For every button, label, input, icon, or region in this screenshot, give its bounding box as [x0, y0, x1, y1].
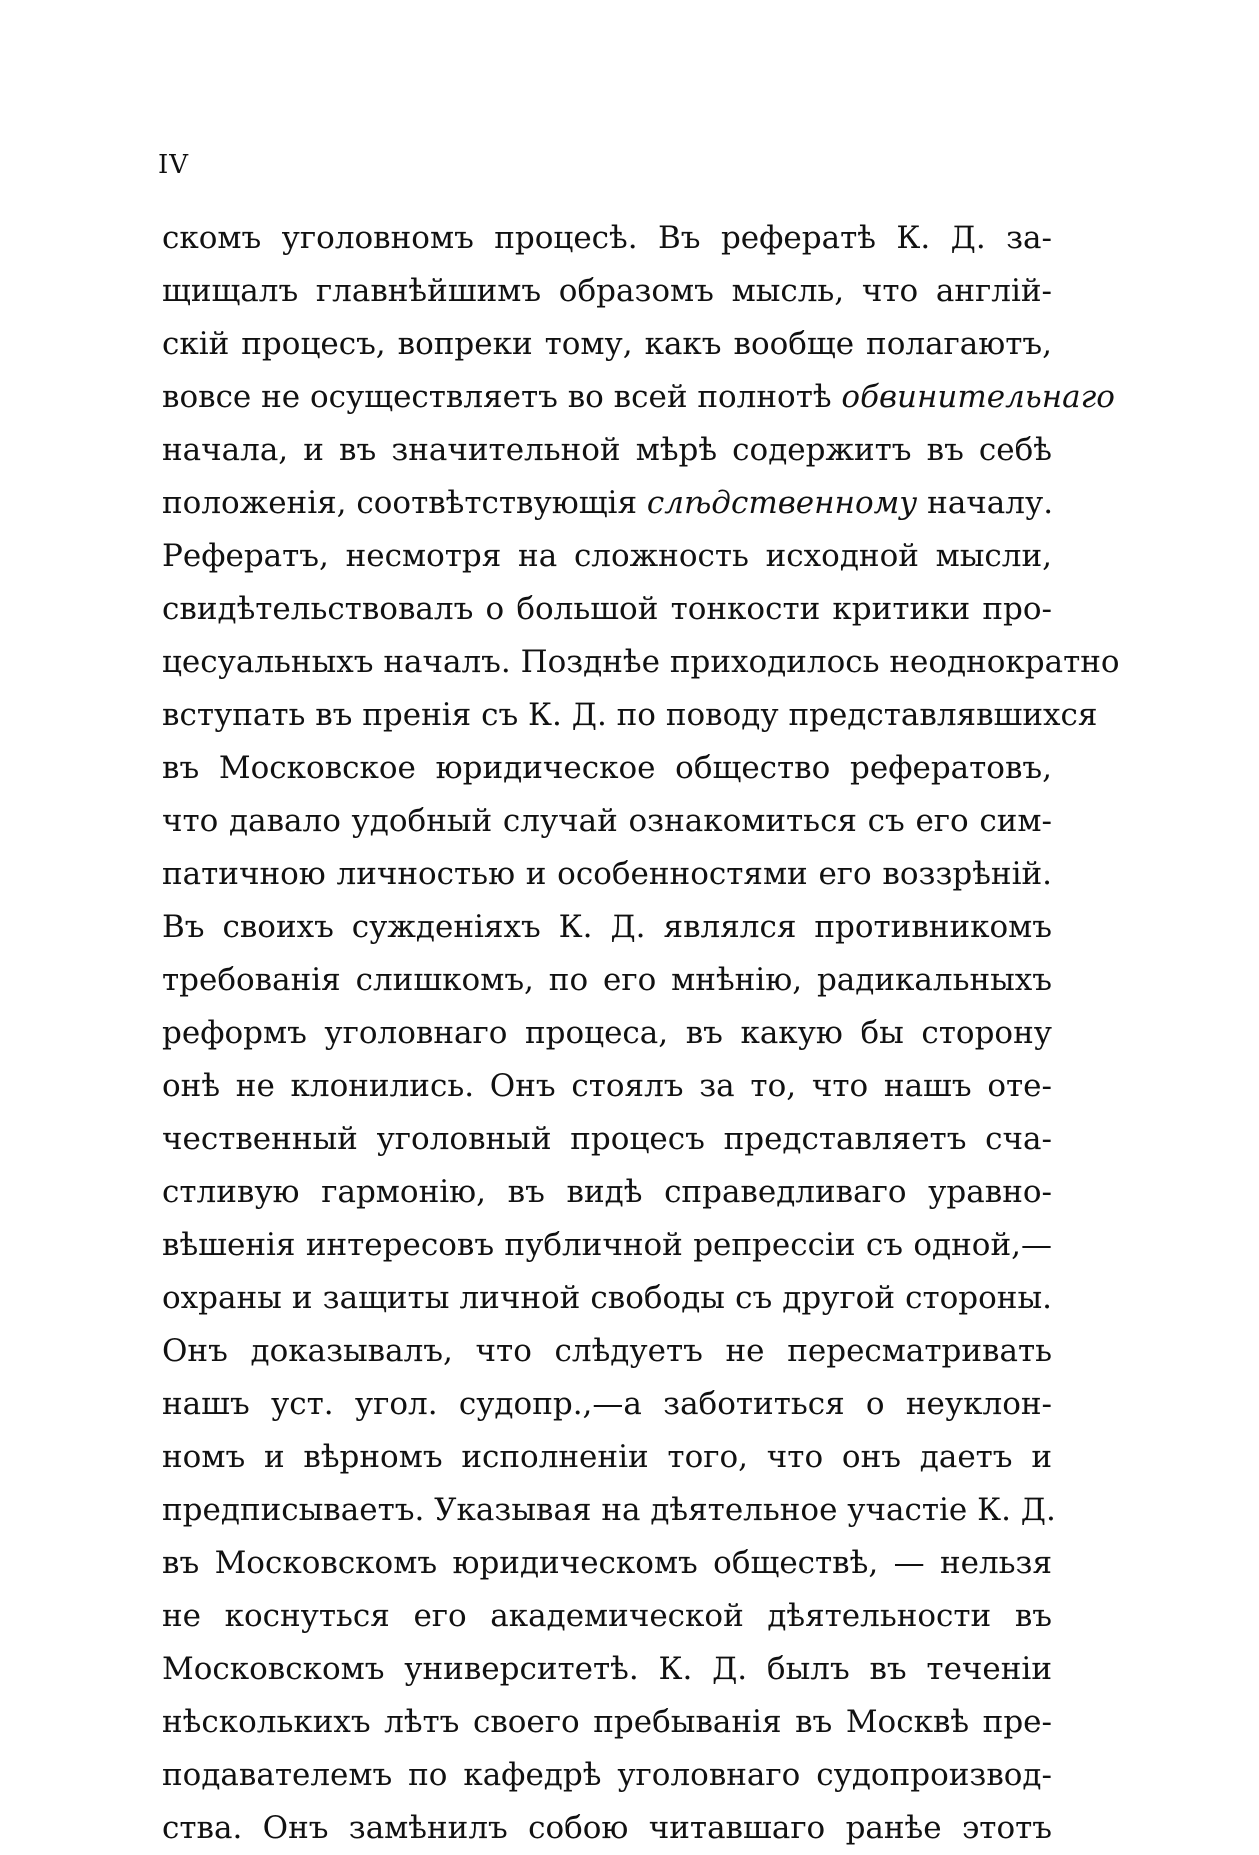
- text-line: [162, 636, 1120, 689]
- text-segment: предписываетъ. Указывая на дѣятельное участіе К. Д.: [162, 1492, 1056, 1528]
- text-line: [162, 1590, 1052, 1643]
- text-line: [162, 689, 1098, 742]
- text-segment: вѣшенія интересовъ публичной репрессіи съ одной,—: [162, 1227, 1052, 1263]
- text-segment: реформъ уголовнаго процеса, въ какую бы сторону: [162, 1015, 1052, 1051]
- text-segment: въ Московское юридическое общество рефератовъ,: [162, 750, 1052, 786]
- text-line: [162, 1060, 1052, 1113]
- text-line: [162, 1007, 1052, 1060]
- text-segment: начала, и въ значительной мѣрѣ содержитъ въ себѣ: [162, 432, 1052, 468]
- text-segment: что давало удобный случай ознакомиться съ его сим-: [162, 803, 1052, 839]
- text-line: [162, 371, 1115, 424]
- text-line: [162, 1378, 1052, 1431]
- text-segment: Рефератъ, несмотря на сложность исходной мысли,: [162, 538, 1052, 574]
- text-segment: щищалъ главнѣйшимъ образомъ мысль, что англій-: [162, 273, 1052, 309]
- text-line: [162, 265, 1052, 318]
- text-segment: ства. Онъ замѣнилъ собою читавшаго ранѣе этотъ: [162, 1810, 1052, 1846]
- text-line: [162, 742, 1052, 795]
- text-segment: патичною личностью и особенностями его воззрѣній.: [162, 856, 1052, 892]
- text-line: [162, 954, 1052, 1007]
- text-line: [162, 212, 1052, 265]
- text-segment: свидѣтельствовалъ о большой тонкости критики про-: [162, 591, 1052, 627]
- text-segment: охраны и защиты личной свободы съ другой стороны.: [162, 1280, 1052, 1316]
- text-segment: чественный уголовный процесъ представляетъ сча-: [162, 1121, 1052, 1157]
- text-segment: положенія, соотвѣтствующія: [162, 485, 647, 521]
- text-segment: онѣ не клонились. Онъ стоялъ за то, что нашъ оте-: [162, 1068, 1052, 1104]
- text-segment: требованія слишкомъ, по его мнѣнію, радикальныхъ: [162, 962, 1052, 998]
- text-segment: Онъ доказывалъ, что слѣдуетъ не пересматривать: [162, 1333, 1052, 1369]
- text-line: [162, 1113, 1052, 1166]
- text-line: [162, 477, 1052, 530]
- text-line: [162, 901, 1052, 954]
- text-line: [162, 1749, 1052, 1802]
- text-segment: скій процесъ, вопреки тому, какъ вообще полагаютъ,: [162, 326, 1052, 362]
- text-segment: не коснуться его академической дѣятельности въ: [162, 1598, 1052, 1634]
- text-line: [162, 1802, 1052, 1855]
- text-line: [162, 795, 1052, 848]
- text-segment: началу.: [917, 485, 1054, 521]
- text-line: [162, 1431, 1052, 1484]
- text-segment: подавателемъ по кафедрѣ уголовнаго судопроизвод-: [162, 1757, 1052, 1793]
- body-text: [162, 212, 1120, 1855]
- italic-term: обвинительнаго: [841, 379, 1115, 415]
- text-line: [162, 583, 1052, 636]
- text-segment: номъ и вѣрномъ исполненіи того, что онъ даетъ и: [162, 1439, 1052, 1475]
- text-line: [162, 530, 1052, 583]
- text-line: [162, 1325, 1052, 1378]
- text-line: [162, 1272, 1052, 1325]
- text-segment: скомъ уголовномъ процесѣ. Въ рефератѣ К. Д. за-: [162, 220, 1052, 256]
- text-segment: вступать въ пренія съ К. Д. по поводу представлявшихся: [162, 697, 1098, 733]
- text-line: [162, 318, 1052, 371]
- text-segment: въ Московскомъ юридическомъ обществѣ, — нельзя: [162, 1545, 1052, 1581]
- text-line: [162, 1643, 1052, 1696]
- text-segment: нѣсколькихъ лѣтъ своего пребыванія въ Москвѣ пре-: [162, 1704, 1052, 1740]
- page-number: IV: [158, 150, 190, 180]
- italic-term: слѣдственному: [646, 485, 918, 521]
- text-line: [162, 424, 1052, 477]
- text-segment: Московскомъ университетѣ. К. Д. былъ въ теченіи: [162, 1651, 1052, 1687]
- text-line: [162, 1537, 1052, 1590]
- text-line: [162, 1484, 1056, 1537]
- text-line: [162, 1219, 1052, 1272]
- text-segment: цесуальныхъ началъ. Позднѣе приходилось неоднократно: [162, 644, 1120, 680]
- text-segment: вовсе не осуществляетъ во всей полнотѣ: [162, 379, 842, 415]
- text-segment: нашъ уст. угол. судопр.,—а заботиться о неуклон-: [162, 1386, 1052, 1422]
- text-segment: Въ своихъ сужденіяхъ К. Д. являлся противникомъ: [162, 909, 1052, 945]
- text-line: [162, 848, 1052, 901]
- text-line: [162, 1166, 1052, 1219]
- text-line: [162, 1696, 1052, 1749]
- text-segment: стливую гармонію, въ видѣ справедливаго уравно-: [162, 1174, 1052, 1210]
